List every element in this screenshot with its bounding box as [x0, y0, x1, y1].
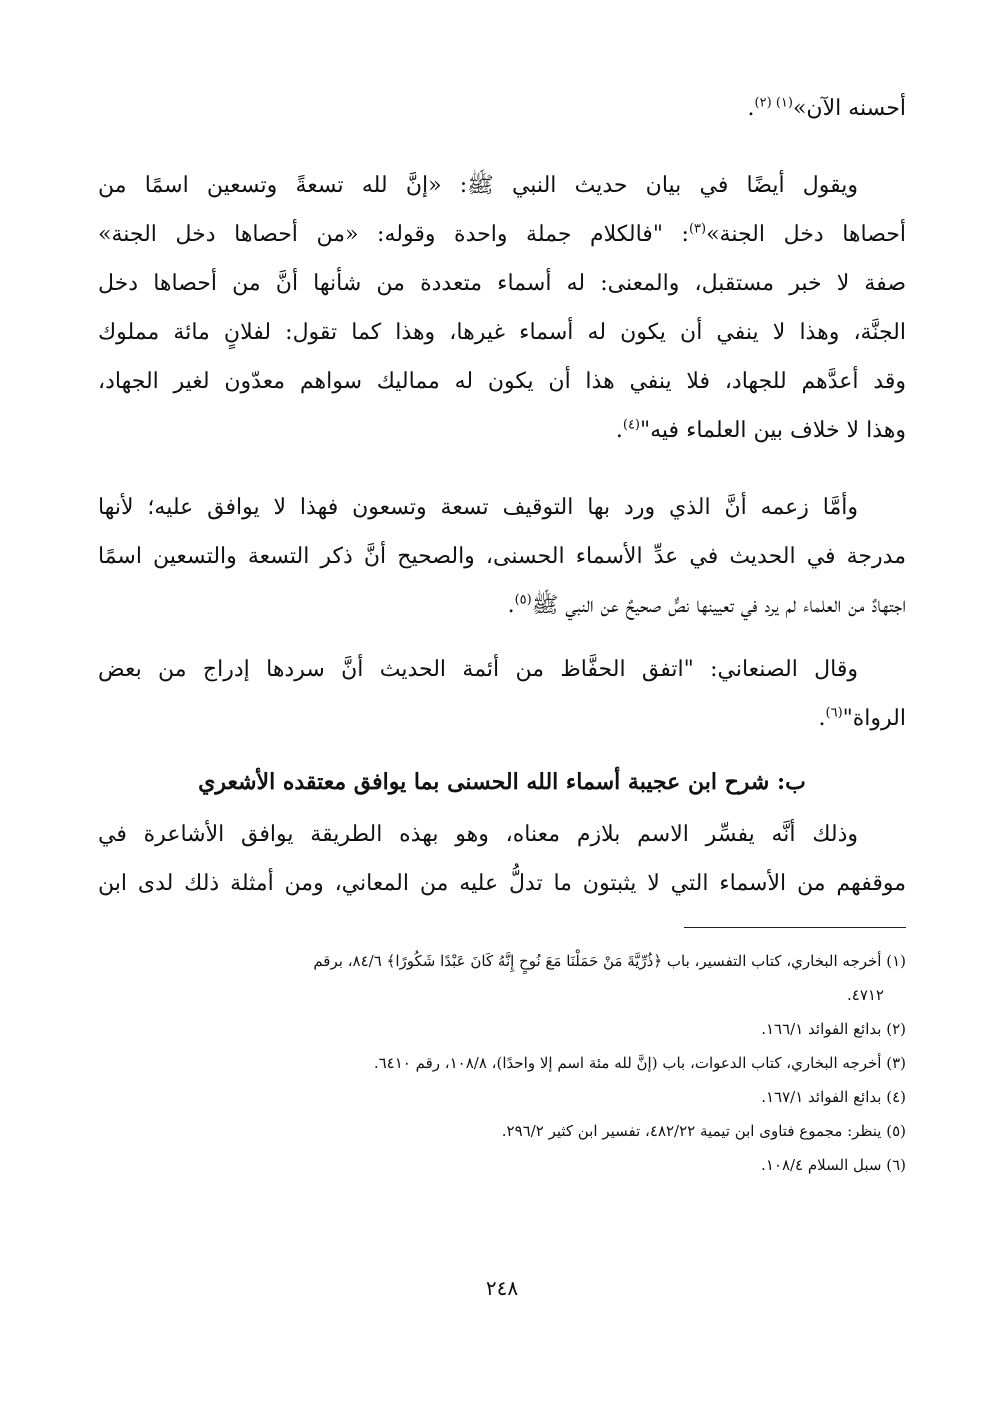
footnote-ref[interactable]: (٣)	[688, 221, 707, 237]
footnote-4: (٤) بدائع الفوائد ١٦٧/١.	[761, 1088, 906, 1106]
footnote-6: (٦) سبل السلام ١٠٨/٤.	[761, 1156, 906, 1174]
section-heading: ب: شرح ابن عجيبة أسماء الله الحسنى بما يوافق معتقده الأشعري	[198, 769, 806, 795]
text-line: وأمَّا زعمه أنَّ الذي ورد بها التوقيف تسعة وتسعون فهذا لا يوافق عليه؛ لأنها	[98, 495, 858, 520]
text-line: ويقول أيضًا في بيان حديث النبي ﷺ: «إنَّ لله تسعةً وتسعين اسمًا من	[98, 173, 858, 198]
top-continuation	[98, 84, 906, 133]
text-line: اجتهادٌ من العلماء لم يرد في تعيينها نصٌّ صحيحٌ عن النبي ﷺ$^{(٥)}$.	[507, 592, 906, 618]
footnotes	[98, 944, 906, 1182]
text-line: صفة لا خبر مستقبل، والمعنى: له أسماء متعددة من شأنها أنَّ من أحصاها دخل	[98, 271, 906, 296]
footnote-1: (١) أخرجه البخاري، كتاب التفسير، باب ﴿ذُرِّيَّةَ مَنْ حَمَلْنَا مَعَ نُوحٍ إِنَّهُ كَانَ عَبْدًا شَكُورًا﴾ ٨٤/٦، برقم	[313, 952, 906, 970]
footnote-ref[interactable]: (٦)	[825, 705, 843, 721]
text-line: وقد أعدَّهم للجهاد، فلا ينفي هذا أن يكون له مماليك سواهم معدّون لغير الجهاد،	[98, 369, 906, 394]
paragraph-ash-ari-method	[98, 810, 906, 908]
paragraph-sanani-quote	[98, 645, 906, 743]
text-line: وهذا لا خلاف بين العلماء فيه"$^{(٤)}$.	[615, 417, 906, 443]
text-line: الجنَّة، وهذا لا ينفي أن يكون له أسماء غيرها، وهذا كما تقول: لفلانٍ مائة مملوك	[98, 320, 906, 345]
text-line: موقفهم من الأسماء التي لا يثبتون ما تدلُّ عليه من المعاني، ومن أمثلة ذلك لدى ابن	[98, 871, 906, 896]
footnote-ref[interactable]: (٤)	[622, 417, 640, 433]
footnote-5: (٥) ينظر: مجموع فتاوى ابن تيمية ٤٨٢/٢٢، تفسير ابن كثير ٢٩٦/٢.	[501, 1122, 906, 1140]
text-line: أحصاها دخل الجنة»$^{(٣)}$: "فالكلام جملة واحدة وقوله: «من أحصاها دخل الجنة»	[98, 221, 906, 247]
page-number: ٢٤٨	[485, 1276, 519, 1300]
footnote-1-continuation: ٤٧١٢.	[846, 986, 884, 1004]
paragraph-hadith-explanation	[98, 161, 906, 455]
text-line: وذلك أنَّه يفسِّر الاسم بلازم معناه، وهو بهذه الطريقة يوافق الأشاعرة في	[98, 822, 858, 847]
footnote-ref[interactable]: (١) (٢)	[754, 95, 793, 111]
footnote-ref[interactable]: (٥)	[514, 592, 532, 608]
text-line: الرواة"$^{(٦)}$.	[818, 705, 906, 731]
paragraph-claim-response	[98, 483, 906, 630]
footnote-2: (٢) بدائع الفوائد ١٦٦/١.	[761, 1020, 906, 1038]
text-line: مدرجة في الحديث في عدِّ الأسماء الحسنى، والصحيح أنَّ ذكر التسعة والتسعين اسمًا	[98, 544, 906, 569]
footnote-separator	[684, 927, 906, 928]
footnote-3: (٣) أخرجه البخاري، كتاب الدعوات، باب (إنَّ لله مئة اسم إلا واحدًا)، ١٠٨/٨، رقم ٦٤١٠.	[373, 1054, 906, 1072]
text-line: أحسنه الآن»$^{(١) (٢)}$.	[747, 95, 906, 121]
text-line: وقال الصنعاني: "اتفق الحفَّاظ من أئمة الحديث أنَّ سردها إدراج من بعض	[98, 657, 858, 682]
